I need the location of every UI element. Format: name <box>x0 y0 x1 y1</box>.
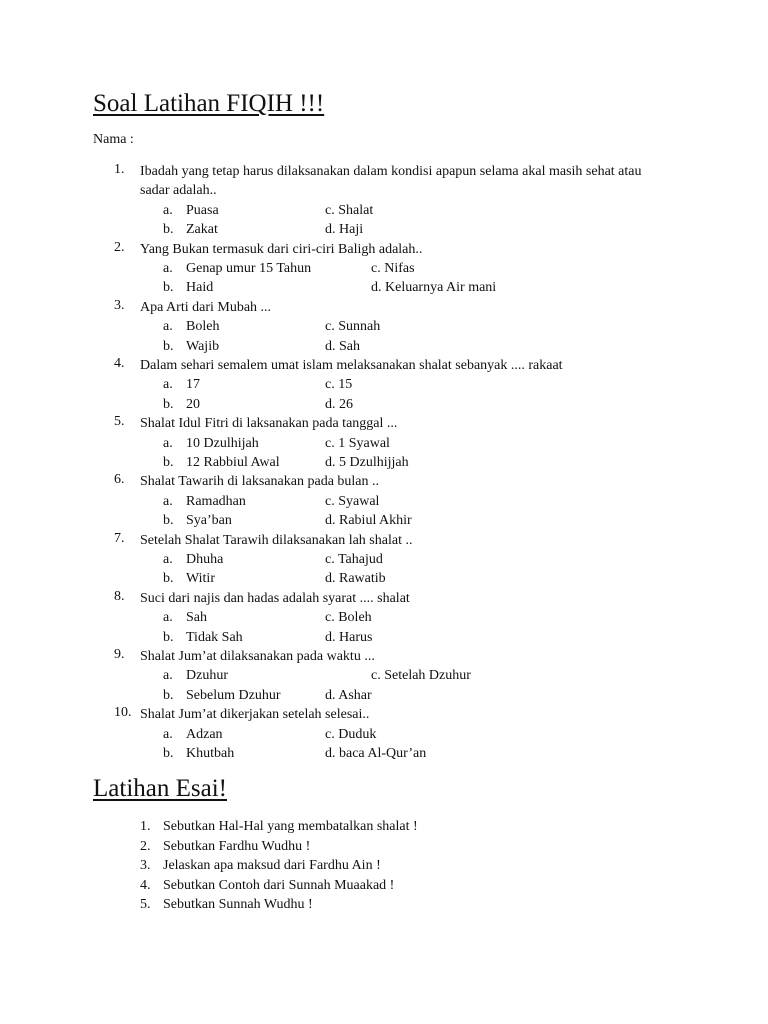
option-text: 10 Dzulhijah <box>186 435 259 451</box>
question-item <box>0 240 768 298</box>
question-item <box>0 472 768 530</box>
question-number: 10. <box>114 705 132 721</box>
option-letter: a. <box>163 493 173 509</box>
essay-text: Sebutkan Hal-Hal yang membatalkan shalat ! <box>163 819 418 834</box>
option-letter: b. <box>163 571 174 587</box>
option-row <box>0 492 768 511</box>
option-text-alt: c. Setelah Dzuhur <box>371 668 471 684</box>
option-letter: a. <box>163 319 173 335</box>
question-item <box>0 162 768 240</box>
option-text-alt: d. 5 Dzulhijjah <box>325 454 409 470</box>
essay-list <box>0 817 768 915</box>
option-letter: b. <box>163 513 174 529</box>
option-text-alt: c. Syawal <box>325 493 380 509</box>
question-text: Shalat Tawarih di laksanakan pada bulan .. <box>140 474 380 490</box>
essay-item <box>0 895 768 915</box>
essay-number: 4. <box>140 877 151 893</box>
question-text: Apa Arti dari Mubah ... <box>140 299 272 315</box>
option-row <box>0 666 768 685</box>
question-number: 3. <box>114 297 125 313</box>
option-letter: a. <box>163 668 173 684</box>
option-text: Boleh <box>186 319 220 335</box>
option-row <box>0 259 768 278</box>
option-text: Puasa <box>186 202 219 218</box>
essay-item <box>0 817 768 837</box>
option-text-alt: d. Rawatib <box>325 571 386 587</box>
page-title: Soal Latihan FIQIH !!! <box>93 90 325 117</box>
option-row <box>0 725 768 744</box>
essay-item <box>0 837 768 857</box>
question-item <box>0 531 768 589</box>
option-text-alt: c. 15 <box>325 377 353 393</box>
option-letter: a. <box>163 726 173 742</box>
question-item <box>0 589 768 647</box>
essay-item <box>0 876 768 896</box>
question-text: Shalat Jum’at dikerjakan setelah selesai.. <box>140 707 370 723</box>
option-text-alt: d. Harus <box>325 629 373 645</box>
question-number: 2. <box>114 239 125 255</box>
option-letter: b. <box>163 687 174 703</box>
option-letter: a. <box>163 202 173 218</box>
question-text: Shalat Idul Fitri di laksanakan pada tanggal ... <box>140 416 398 432</box>
option-text-alt: c. Tahajud <box>325 551 383 567</box>
essay-title: Latihan Esai! <box>93 775 227 802</box>
option-row <box>0 337 768 356</box>
option-text-alt: d. Rabiul Akhir <box>325 513 412 529</box>
option-letter: a. <box>163 551 173 567</box>
option-text: 17 <box>186 377 200 393</box>
option-text-alt: d. Sah <box>325 338 360 354</box>
question-item <box>0 414 768 472</box>
option-row <box>0 375 768 394</box>
option-row <box>0 686 768 705</box>
question-item <box>0 356 768 414</box>
option-letter: b. <box>163 396 174 412</box>
option-text-alt: d. baca Al-Qur’an <box>325 745 427 761</box>
question-text: Shalat Jum’at dilaksanakan pada waktu ... <box>140 648 375 664</box>
essay-number: 5. <box>140 897 151 912</box>
option-row <box>0 220 768 239</box>
option-text: 20 <box>186 396 200 412</box>
option-text: 12 Rabbiul Awal <box>186 454 280 470</box>
question-number: 5. <box>114 414 125 430</box>
option-row <box>0 550 768 569</box>
option-row <box>0 201 768 220</box>
essay-item <box>0 856 768 876</box>
essay-number: 1. <box>140 819 151 834</box>
option-letter: a. <box>163 435 173 451</box>
option-text: Witir <box>186 571 215 587</box>
option-letter: a. <box>163 610 173 626</box>
option-text: Sah <box>186 610 207 626</box>
option-text: Dhuha <box>186 551 224 567</box>
question-number: 9. <box>114 646 125 662</box>
option-text: Sebelum Dzuhur <box>186 687 281 703</box>
option-text: Adzan <box>186 726 223 742</box>
option-text: Haid <box>186 280 214 296</box>
option-letter: b. <box>163 222 174 238</box>
option-row <box>0 744 768 763</box>
essay-number: 3. <box>140 858 151 873</box>
option-row <box>0 395 768 414</box>
option-row <box>0 434 768 453</box>
question-number: 6. <box>114 472 125 488</box>
option-text: Tidak Sah <box>186 629 243 645</box>
option-letter: b. <box>163 280 174 296</box>
option-letter: b. <box>163 629 174 645</box>
option-text-alt: c. Sunnah <box>325 319 381 335</box>
essay-text: Sebutkan Sunnah Wudhu ! <box>163 897 313 912</box>
option-text-alt: d. Keluarnya Air mani <box>371 280 497 296</box>
question-item <box>0 298 768 356</box>
option-row <box>0 317 768 336</box>
option-row <box>0 453 768 472</box>
question-number: 8. <box>114 588 125 604</box>
question-number: 1. <box>114 162 125 177</box>
option-letter: a. <box>163 261 173 276</box>
option-text-alt: d. Haji <box>325 222 364 238</box>
option-text: Ramadhan <box>186 493 246 509</box>
option-text: Khutbah <box>186 745 235 761</box>
option-text-alt: c. Shalat <box>325 202 374 218</box>
option-row <box>0 511 768 530</box>
essay-number: 2. <box>140 838 151 854</box>
option-text-alt: c. Nifas <box>371 261 415 276</box>
option-row <box>0 628 768 647</box>
option-text: Sya’ban <box>186 513 232 529</box>
option-row <box>0 278 768 297</box>
essay-text: Sebutkan Contoh dari Sunnah Muaakad ! <box>163 877 395 893</box>
option-text: Wajib <box>186 338 220 354</box>
option-text-alt: d. 26 <box>325 396 353 412</box>
question-text: Setelah Shalat Tarawih dilaksanakan lah shalat .. <box>140 532 413 548</box>
essay-text: Jelaskan apa maksud dari Fardhu Ain ! <box>163 858 381 873</box>
option-text: Zakat <box>186 222 218 238</box>
question-text: Yang Bukan termasuk dari ciri-ciri Baligh adalah.. <box>140 241 423 257</box>
option-letter: a. <box>163 377 173 393</box>
question-text: Suci dari najis dan hadas adalah syarat .... shalat <box>140 590 410 606</box>
option-text-alt: c. Duduk <box>325 726 377 742</box>
option-text-alt: c. 1 Syawal <box>325 435 390 451</box>
option-letter: b. <box>163 745 174 761</box>
option-text: Genap umur 15 Tahun <box>186 261 312 276</box>
name-label: Nama : <box>93 132 134 147</box>
option-text: Dzuhur <box>186 668 228 684</box>
option-text-alt: c. Boleh <box>325 610 372 626</box>
question-text: Dalam sehari semalem umat islam melaksanakan shalat sebanyak .... rakaat <box>140 357 563 373</box>
option-letter: b. <box>163 454 174 470</box>
question-number: 4. <box>114 355 125 371</box>
question-list <box>0 162 768 763</box>
option-text-alt: d. Ashar <box>325 687 372 703</box>
question-item <box>0 647 768 705</box>
essay-text: Sebutkan Fardhu Wudhu ! <box>163 838 311 854</box>
question-number: 7. <box>114 530 125 546</box>
option-letter: b. <box>163 338 174 354</box>
option-row <box>0 608 768 627</box>
question-item <box>0 705 768 763</box>
question-text: Ibadah yang tetap harus dilaksanakan dalam kondisi apapun selama akal masih sehat atau sadar adalah.. <box>140 164 642 199</box>
option-row <box>0 569 768 588</box>
